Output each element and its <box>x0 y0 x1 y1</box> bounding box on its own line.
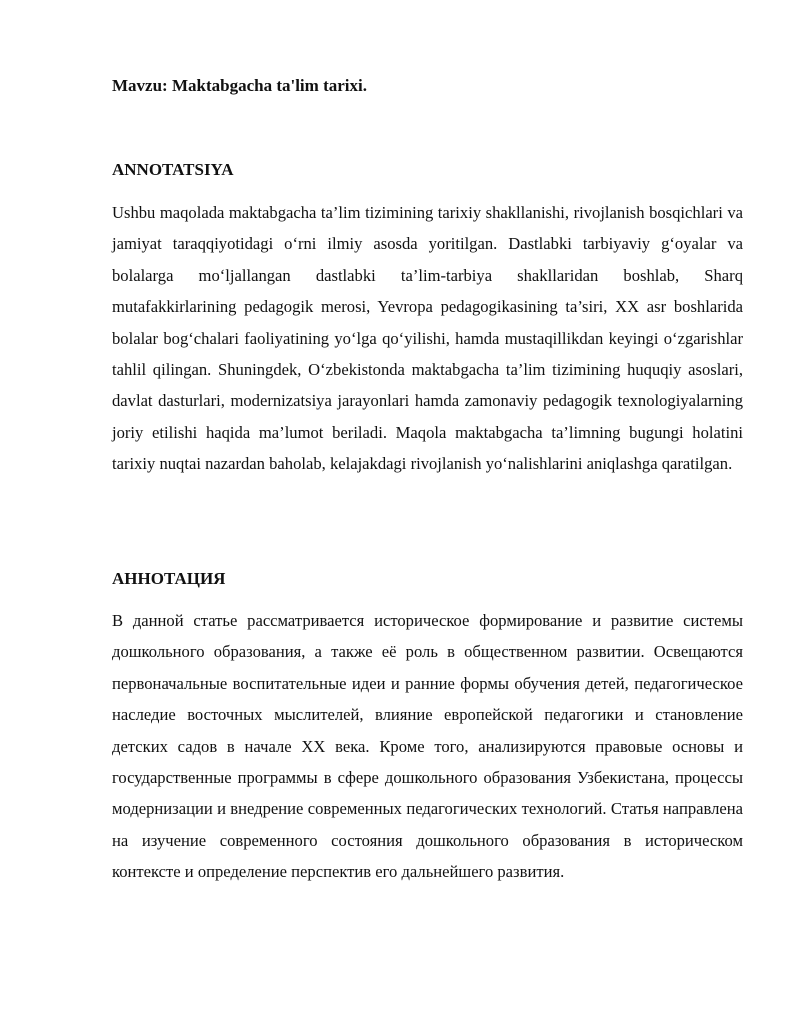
annotation-text-russian: В данной статье рассматривается историческое формирование и развитие системы дошкольного образования, а также её роль в общественном развитии. Освещаются первоначальные воспитательные идеи и ранние формы обучения детей, педагогическое наследие восточных мыслителей, влияние европейской педагогики и становление детских садов в начале XX века. Кроме того, анализируются правовые основы и государственные программы в сфере дошкольного образования Узбекистана, процессы модернизации и внедрение современных педагогических технологий. Статья направлена на изучение современного состояния дошкольного образования в историческом контексте и определение перспектив его дальнейшего развития. <box>112 611 743 882</box>
annotation-heading-uzbek: ANNOTATSIYA <box>112 160 234 179</box>
annotation-heading-russian: АННОТАЦИЯ <box>112 569 226 588</box>
topic-title: Mavzu: Maktabgacha ta'lim tarixi. <box>112 76 367 95</box>
annotation-text-uzbek: Ushbu maqolada maktabgacha ta’lim tizimining tarixiy shakllanishi, rivojlanish bosqichlari va jamiyat taraqqiyotidagi o‘rni ilmiy asosda yoritilgan. Dastlabki tarbiyaviy g‘oyalar va bolalarga mo‘ljallangan dastlabki ta’lim-tarbiya shakllaridan boshlab, Sharq mutafakkirlarining pedagogik merosi, Yevropa pedagogikasining ta’siri, XX asr boshlarida bolalar bog‘chalari faoliyatining yo‘lga qo‘yilishi, hamda mustaqillikdan keyingi o‘zgarishlar tahlil qilingan. Shuningdek, O‘zbekistonda maktabgacha ta’lim tizimining huquqiy asoslari, davlat dasturlari, modernizatsiya jarayonlari hamda zamonaviy pedagogik texnologiyalarning joriy etilishi haqida ma’lumot beriladi. Maqola maktabgacha ta’limning bugungi holatini tarixiy nuqtai nazardan baholab, kelajakdagi rivojlanish yo‘nalishlarini aniqlashga qaratilgan. <box>112 203 743 474</box>
